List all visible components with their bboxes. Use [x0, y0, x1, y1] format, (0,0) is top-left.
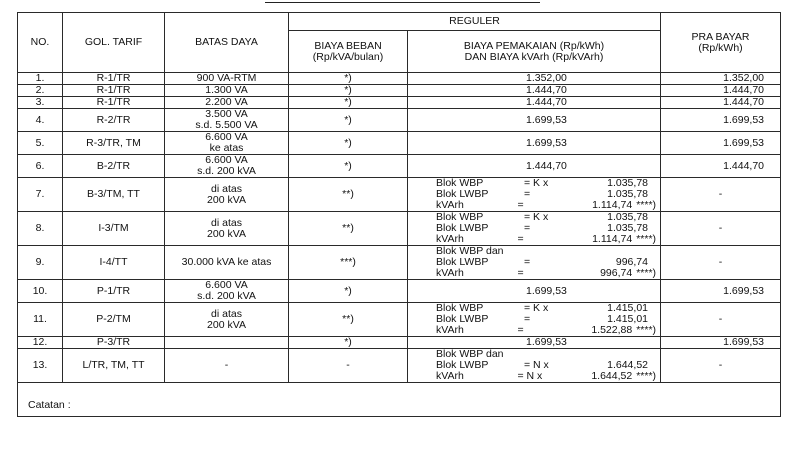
- cell-gol-tarif: R-1/TR: [63, 85, 165, 97]
- cell-batas-daya: [165, 85, 289, 97]
- table-row: [18, 337, 781, 349]
- cell-no: 2.: [18, 85, 63, 97]
- cell-no: 1.: [18, 73, 63, 85]
- blok-operator: =: [517, 233, 524, 245]
- cell-gol-tarif: L/TR, TM, TT: [63, 349, 165, 383]
- blok-value: 1.114,74: [592, 233, 633, 245]
- blok-operator: = N x: [524, 359, 549, 371]
- cell-biaya-beban: *): [289, 155, 408, 178]
- blok-operator: =: [524, 313, 531, 325]
- header-biaya-pemakaian-line1: BIAYA PEMAKAIAN (Rp/kWh): [463, 39, 605, 52]
- table-row: [18, 97, 781, 109]
- blok-line: [436, 325, 656, 336]
- cell-gol-tarif: R-1/TR: [63, 97, 165, 109]
- cell-gol-tarif: R-1/TR: [63, 73, 165, 85]
- cell-pra-bayar: -: [661, 246, 781, 280]
- blok-value: 996,74: [615, 256, 648, 268]
- blok-label: Blok LWBP: [436, 313, 489, 325]
- cell-gol-tarif: B-2/TR: [63, 155, 165, 178]
- blok-label: kVArh: [436, 199, 464, 211]
- cell-biaya-pemakaian: 1.699,53: [408, 109, 661, 132]
- cell-pra-bayar: 1.699,53: [661, 280, 781, 303]
- blok-label: Blok WBP: [436, 177, 484, 189]
- cell-batas-daya: [165, 246, 289, 280]
- cell-biaya-pemakaian: 1.352,00: [408, 73, 661, 85]
- cell-biaya-beban: *): [289, 280, 408, 303]
- tariff-document: [17, 12, 780, 472]
- batas-daya-line: s.d. 200 kVA: [197, 290, 256, 302]
- batas-daya-line: di atas: [211, 182, 242, 195]
- blok-label: Blok WBP: [436, 302, 484, 314]
- blok-label: kVArh: [436, 370, 464, 382]
- cell-gol-tarif: P-1/TR: [63, 280, 165, 303]
- blok-value: 1.415,01: [607, 302, 648, 314]
- cell-batas-daya: [165, 303, 289, 337]
- blok-value: 1.644,52: [607, 359, 648, 371]
- header-gol-tarif: GOL. TARIF: [63, 13, 165, 73]
- cell-biaya-beban: -: [289, 349, 408, 383]
- cell-batas-daya: [165, 97, 289, 109]
- cell-pra-bayar: 1.699,53: [661, 132, 781, 155]
- cell-biaya-pemakaian: [408, 349, 661, 383]
- batas-daya-line: di atas: [211, 216, 242, 229]
- batas-daya-line: 200 kVA: [207, 193, 246, 206]
- blok-operator: = N x: [517, 370, 543, 382]
- cell-gol-tarif: B-3/TM, TT: [63, 178, 165, 212]
- cell-gol-tarif: P-2/TM: [63, 303, 165, 337]
- cell-gol-tarif: I-3/TM: [63, 212, 165, 246]
- header-pra-bayar-line1: PRA BAYAR: [691, 30, 750, 43]
- header-biaya-beban-line2: (Rp/kVA/bulan): [312, 50, 384, 63]
- cell-batas-daya: [165, 155, 289, 178]
- cell-no: 5.: [18, 132, 63, 155]
- table-row: [18, 349, 781, 383]
- cell-gol-tarif: P-3/TR: [63, 337, 165, 349]
- blok-label: kVArh: [436, 324, 464, 336]
- blok-operator: =: [517, 199, 524, 211]
- blok-footnote-mark: ****): [636, 324, 657, 336]
- blok-footnote-mark: ****): [636, 267, 657, 279]
- blok-value: 1.415,01: [607, 313, 648, 325]
- batas-daya-line: 30.000 kVA ke atas: [181, 256, 272, 268]
- blok-footnote-mark: [648, 303, 652, 314]
- blok-label: Blok LWBP: [436, 359, 489, 371]
- blok-label: Blok WBP dan: [436, 245, 504, 257]
- cell-biaya-pemakaian: 1.444,70: [408, 97, 661, 109]
- blok-value: 1.035,78: [607, 222, 648, 234]
- cell-pra-bayar: 1.352,00: [661, 73, 781, 85]
- batas-daya-line: 2.200 VA: [205, 96, 248, 108]
- cell-biaya-pemakaian: 1.699,53: [408, 337, 661, 349]
- cell-batas-daya: [165, 178, 289, 212]
- header-no: NO.: [18, 13, 63, 73]
- cell-pra-bayar: -: [661, 178, 781, 212]
- blok-value: 1.522,88: [591, 324, 633, 336]
- cell-no: 9.: [18, 246, 63, 280]
- catatan-label: Catatan :: [28, 399, 71, 411]
- table-row: [18, 303, 781, 337]
- blok-label: Blok WBP: [436, 211, 484, 223]
- cell-batas-daya: [165, 280, 289, 303]
- cell-pra-bayar: -: [661, 349, 781, 383]
- cell-biaya-pemakaian: [408, 178, 661, 212]
- header-batas-daya: BATAS DAYA: [165, 13, 289, 73]
- cell-no: 13.: [18, 349, 63, 383]
- batas-daya-line: 200 kVA: [207, 318, 246, 331]
- batas-daya-line: 6.600 VA: [205, 154, 248, 166]
- batas-daya-line: s.d. 200 kVA: [197, 165, 256, 177]
- batas-daya-line: s.d. 5.500 VA: [195, 119, 258, 131]
- blok-footnote-mark: [648, 178, 652, 189]
- cell-gol-tarif: R-2/TR: [63, 109, 165, 132]
- header-pra-bayar-line2: (Rp/kWh): [698, 41, 743, 54]
- cell-no: 10.: [18, 280, 63, 303]
- table-row: [18, 212, 781, 246]
- blok-value: 1.644,52: [591, 370, 633, 382]
- cell-biaya-beban: **): [289, 212, 408, 246]
- blok-label: Blok LWBP: [436, 256, 489, 268]
- blok-operator: [524, 246, 564, 257]
- header-biaya-beban-line1: BIAYA BEBAN: [314, 39, 382, 52]
- cell-no: 8.: [18, 212, 63, 246]
- cell-no: 3.: [18, 97, 63, 109]
- blok-value: 1.035,78: [607, 188, 648, 200]
- cell-biaya-beban: *): [289, 132, 408, 155]
- cell-biaya-pemakaian: 1.699,53: [408, 132, 661, 155]
- cell-pra-bayar: 1.699,53: [661, 109, 781, 132]
- cell-biaya-pemakaian: [408, 246, 661, 280]
- blok-label: Blok WBP dan: [436, 348, 504, 360]
- blok-label: kVArh: [436, 267, 464, 279]
- catatan-cell: [18, 383, 781, 417]
- batas-daya-line: 6.600 VA: [205, 279, 248, 291]
- cell-no: 7.: [18, 178, 63, 212]
- cell-batas-daya: [165, 132, 289, 155]
- tariff-table: [17, 12, 781, 417]
- cell-gol-tarif: I-4/TT: [63, 246, 165, 280]
- blok-footnote-mark: ****): [636, 370, 657, 382]
- cell-batas-daya: [165, 349, 289, 383]
- blok-footnote-mark: [648, 246, 652, 257]
- blok-value: 1.035,78: [607, 177, 648, 189]
- cell-batas-daya: [165, 212, 289, 246]
- cell-biaya-beban: ***): [289, 246, 408, 280]
- cell-biaya-beban: **): [289, 178, 408, 212]
- table-row: [18, 280, 781, 303]
- cell-biaya-pemakaian: [408, 212, 661, 246]
- table-row: [18, 73, 781, 85]
- blok-label: kVArh: [436, 233, 464, 245]
- batas-daya-line: 6.600 VA: [205, 131, 248, 143]
- batas-daya-line: 200 kVA: [207, 227, 246, 240]
- table-row: [18, 132, 781, 155]
- cell-biaya-beban: **): [289, 303, 408, 337]
- cell-biaya-pemakaian: [408, 303, 661, 337]
- cell-gol-tarif: R-3/TR, TM: [63, 132, 165, 155]
- blok-operator: =: [517, 324, 524, 336]
- cell-biaya-beban: *): [289, 85, 408, 97]
- batas-daya-line: 1.300 VA: [205, 84, 248, 96]
- cell-biaya-beban: *): [289, 109, 408, 132]
- cell-no: 11.: [18, 303, 63, 337]
- cell-no: 12.: [18, 337, 63, 349]
- cell-pra-bayar: -: [661, 303, 781, 337]
- blok-operator: =: [524, 256, 531, 268]
- blok-operator: =: [517, 267, 524, 279]
- cell-biaya-pemakaian: 1.699,53: [408, 280, 661, 303]
- blok-line: [436, 371, 656, 382]
- blok-operator: =: [524, 188, 531, 200]
- cell-biaya-pemakaian: 1.444,70: [408, 155, 661, 178]
- blok-footnote-mark: ****): [636, 199, 657, 211]
- blok-operator: =: [524, 222, 531, 234]
- cell-biaya-pemakaian: 1.444,70: [408, 85, 661, 97]
- blok-operator: = K x: [524, 177, 549, 189]
- batas-daya-line: 3.500 VA: [205, 108, 248, 120]
- header-biaya-pemakaian: [408, 31, 661, 73]
- batas-daya-line: 900 VA-RTM: [196, 72, 257, 84]
- table-row: [18, 246, 781, 280]
- batas-daya-line: -: [224, 359, 229, 371]
- blok-value: 996,74: [600, 267, 633, 279]
- blok-footnote-mark: [648, 349, 652, 360]
- blok-line: [436, 268, 656, 279]
- cell-no: 6.: [18, 155, 63, 178]
- table-row: [18, 85, 781, 97]
- header-biaya-beban: [289, 31, 408, 73]
- cell-batas-daya: [165, 73, 289, 85]
- cell-batas-daya: [165, 337, 289, 349]
- table-row: [18, 178, 781, 212]
- table-row: [18, 109, 781, 132]
- table-row: [18, 155, 781, 178]
- blok-operator: = K x: [524, 211, 549, 223]
- blok-operator: = K x: [524, 302, 549, 314]
- batas-daya-line: di atas: [211, 307, 242, 320]
- tariff-table-body: [18, 73, 781, 383]
- cell-biaya-beban: *): [289, 73, 408, 85]
- top-rule: [265, 2, 540, 3]
- header-pra-bayar: [661, 13, 781, 73]
- cell-pra-bayar: 1.444,70: [661, 155, 781, 178]
- cell-pra-bayar: 1.444,70: [661, 97, 781, 109]
- cell-pra-bayar: 1.444,70: [661, 85, 781, 97]
- cell-no: 4.: [18, 109, 63, 132]
- header-biaya-pemakaian-line2: DAN BIAYA kVArh (Rp/kVArh): [464, 50, 604, 63]
- blok-line: [436, 200, 656, 211]
- cell-biaya-beban: *): [289, 97, 408, 109]
- blok-footnote-mark: ****): [636, 233, 657, 245]
- blok-label: Blok LWBP: [436, 188, 489, 200]
- cell-batas-daya: [165, 109, 289, 132]
- blok-label: Blok LWBP: [436, 222, 489, 234]
- blok-footnote-mark: [648, 212, 652, 223]
- blok-value: 1.035,78: [607, 211, 648, 223]
- header-reguler: REGULER: [289, 13, 661, 31]
- blok-value: 1.114,74: [592, 199, 633, 211]
- batas-daya-line: ke atas: [209, 142, 244, 154]
- cell-pra-bayar: -: [661, 212, 781, 246]
- cell-biaya-beban: *): [289, 337, 408, 349]
- blok-line: [436, 234, 656, 245]
- cell-pra-bayar: 1.699,53: [661, 337, 781, 349]
